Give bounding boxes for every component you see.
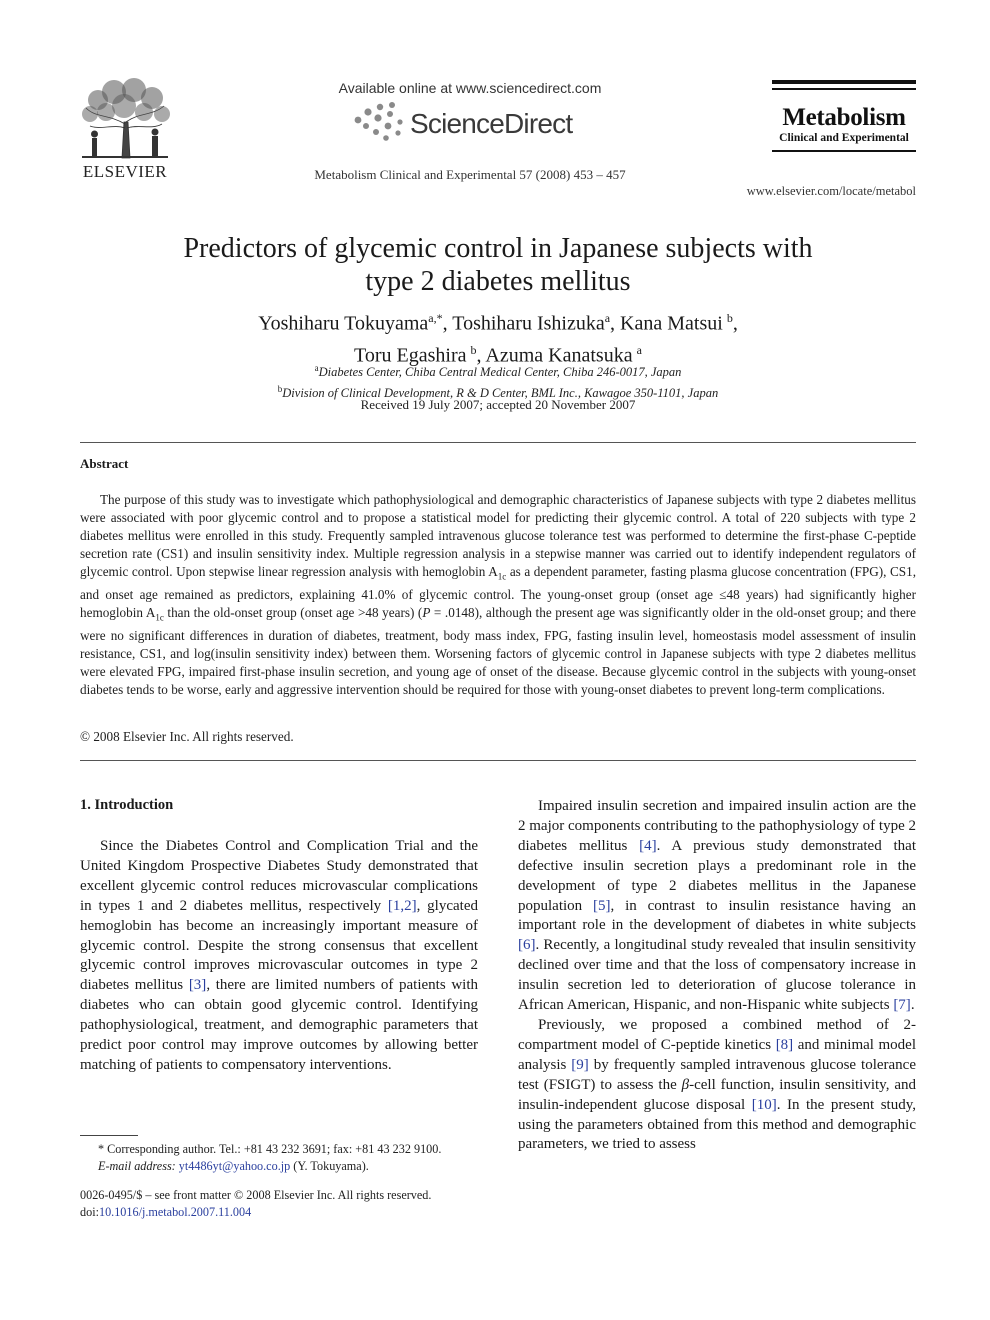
abstract-text-part: than the old-onset group (onset age >48 years) ( xyxy=(163,605,423,621)
journal-url-link[interactable]: www.elsevier.com/locate/metabol xyxy=(746,184,916,198)
abstract-text-part: The purpose of this study was to investigate which pathophysiological and demographic characteristics of Japanese subjects with type 2 diabetes mellitus were associated with poor glycemic control and to propose a statistical model for predicting their glycemic control. A total of 220 subjects with type 2 diabetes mellitus were enrolled in this study. Frequently sampled intravenous glucose tolerance test was performed to determine the first-phase C-peptide secretion rate (CS1) and insulin sensitivity index. Multiple regression analysis in a stepwise manner was carried out to identify independent regulators of glycemic control. Upon stepwise linear regression analysis with hemoglobin A xyxy=(80,492,916,580)
text-run: . Recently, a longitudinal study revealed that insulin sensitivity declined over time and that the loss of compensatory increase in insulin secretion led to deterioration of glucose tolerance in African American, Hispanic, and non-Hispanic white subjects xyxy=(518,937,916,1014)
text-run: -cell function, insulin sensitivity, and insulin-independent glucose disposal xyxy=(518,1076,917,1113)
journal-logo-rule xyxy=(772,150,916,152)
journal-logo-rule xyxy=(772,88,916,90)
beta-symbol: β xyxy=(681,1076,690,1093)
journal-logo-subtitle: Clinical and Experimental xyxy=(779,132,909,144)
reference-link[interactable]: [3] xyxy=(188,977,207,994)
author-name[interactable]: Kana Matsui xyxy=(620,312,723,335)
email-link[interactable]: yt4486yt@yahoo.co.jp xyxy=(178,1159,291,1173)
elsevier-tree-icon xyxy=(78,78,172,160)
author-name[interactable]: Yoshiharu Tokuyama xyxy=(258,312,429,335)
footnote-rule xyxy=(80,1135,138,1136)
text-run: and minimal model analysis xyxy=(518,1036,916,1073)
text-run: Previously, we proposed a combined method of 2-compartment model of C-peptide kinetics xyxy=(518,1016,916,1053)
author-separator: , xyxy=(442,312,453,335)
reference-link[interactable]: [4] xyxy=(639,837,657,854)
paragraph xyxy=(80,837,478,1076)
text-run: , there are limited numbers of patients with diabetes who can obtain good glycemic control. Identifying pathophysiological, treatment, and demographic parameters that predict poor control may improve outcomes by allowing better matching of patients to compensatory interventions. xyxy=(80,977,478,1073)
abstract-copyright: © 2008 Elsevier Inc. All rights reserved. xyxy=(80,729,294,744)
corresponding-author-note xyxy=(80,1141,478,1158)
email-label: E-mail address: xyxy=(98,1159,176,1173)
abstract-text-part: = .0148), although the present age was significantly older in the old-onset group; and there were no significant differences in duration of diabetes, treatment, body mass index, FPG, fasting insulin level, homeostasis model assessment of insulin resistance, CS1, and log(insulin sensitivity index) between them. Worsening factors of glycemic control in Japanese subjects with type 2 diabetes mellitus were elevated FPG, impaired first-phase insulin secretion, and young age of onset of the disease. Because glycemic control in the subjects with young-onset diabetes tends to be worse, early and aggressive intervention should be required for those with young-onset diabetes to prevent long-term complications. xyxy=(80,605,916,698)
author-name[interactable]: Toshiharu Ishizuka xyxy=(452,312,605,335)
left-column xyxy=(80,837,478,1076)
text-run: by frequently sampled intravenous glucose tolerance test (FSIGT) to assess the xyxy=(518,1056,916,1093)
affiliation-text: Division of Clinical Development, R & D Center, BML Inc., Kawagoe 350-1101, Japan xyxy=(282,386,719,401)
text-run: Since the Diabetes Control and Complication Trial and the United Kingdom Prospective Diabetes Study demonstrated that excellent glycemic control reduces microvascular complications in types 1 and 2 diabetes mellitus, respectively xyxy=(80,838,478,914)
author-name[interactable]: Azuma Kanatsuka xyxy=(485,344,633,367)
divider xyxy=(80,760,916,761)
footnote xyxy=(80,1141,478,1175)
author-affil-mark: b xyxy=(470,342,477,357)
article-title xyxy=(100,232,896,298)
subscript: 1c xyxy=(155,612,164,623)
affiliation-mark: b xyxy=(277,384,283,395)
journal-logo-rule xyxy=(772,80,916,84)
journal-citation: Metabolism Clinical and Experimental 57 (2008) 453 – 457 xyxy=(314,167,626,182)
available-online-text[interactable]: Available online at www.sciencedirect.com xyxy=(338,80,602,96)
email-note xyxy=(80,1158,478,1175)
text-run: . A previous study demonstrated that defective insulin secretion plays a predominant role in the development of type 2 diabetes mellitus in the Japanese population xyxy=(518,837,917,914)
author-affil-mark: b xyxy=(726,311,733,325)
text-run: , glycated hemoglobin has become an increasingly important measure of glycemic control. Despite the strong consensus that excellent glycemic control improves microvascular outcomes in type 2 diabetes mellitus xyxy=(80,897,478,994)
received-dates: Received 19 July 2007; accepted 20 November 2007 xyxy=(360,397,636,412)
sciencedirect-wordmark[interactable]: ScienceDirect xyxy=(410,108,573,139)
issn-line: 0026-0495/$ – see front matter © 2008 Elsevier Inc. All rights reserved. xyxy=(80,1188,432,1202)
p-value-symbol: P xyxy=(422,605,431,621)
abstract-text-part: as a dependent parameter, fasting plasma glucose concentration (FPG), CS1, and onset age remained as predictors, explaining 41.0% of glycemic control. The young-onset group (onset age ≤48 years) had significantly higher hemoglobin A xyxy=(80,564,916,621)
author-affil-mark: a xyxy=(636,342,642,357)
reference-link[interactable]: [10] xyxy=(751,1096,777,1113)
author-list xyxy=(100,305,896,368)
footnote-text: (Y. Tokuyama). xyxy=(290,1159,369,1173)
reference-link[interactable]: [1,2] xyxy=(387,897,417,914)
text-run: , in contrast to insulin resistance having an important role in the development of diabetes in white subjects xyxy=(518,897,916,934)
author-affil-mark: a,* xyxy=(428,311,443,325)
footnote-text: Corresponding author. Tel.: +81 43 232 3691; fax: +81 43 232 9100. xyxy=(104,1142,442,1156)
doi-link[interactable]: 10.1016/j.metabol.2007.11.004 xyxy=(98,1205,252,1219)
affiliation-mark: a xyxy=(314,363,319,373)
reference-link[interactable]: [6] xyxy=(518,937,536,954)
author-separator: , xyxy=(476,344,486,367)
right-column xyxy=(518,797,916,1155)
affiliation xyxy=(100,360,896,381)
abstract-heading: Abstract xyxy=(80,456,129,471)
section-heading: 1. Introduction xyxy=(80,797,174,813)
title-line: Predictors of glycemic control in Japanese subjects with xyxy=(183,233,813,264)
affiliations xyxy=(100,360,896,402)
front-matter xyxy=(80,1187,500,1221)
reference-link[interactable]: [9] xyxy=(571,1056,589,1073)
text-run: Impaired insulin secretion and impaired insulin action are the 2 major components contributing to the pathophysiology of type 2 diabetes mellitus xyxy=(518,798,916,854)
reference-link[interactable]: [7] xyxy=(893,997,911,1014)
divider xyxy=(80,442,916,443)
text-run: . In the present study, using the parameters obtained from this method and demographic parameters, we tried to assess xyxy=(518,1096,916,1153)
paragraph xyxy=(518,1016,916,1155)
elsevier-wordmark: ELSEVIER xyxy=(82,162,168,181)
elsevier-logo xyxy=(78,78,172,182)
affiliation-text: Diabetes Center, Chiba Central Medical Center, Chiba 246-0017, Japan xyxy=(318,365,682,380)
doi-line xyxy=(80,1204,500,1221)
author-separator: , xyxy=(732,312,738,335)
reference-link[interactable]: [8] xyxy=(775,1036,794,1053)
author-separator: , xyxy=(610,312,621,335)
footnote-mark: * xyxy=(98,1142,105,1156)
doi-label: doi: xyxy=(80,1205,99,1219)
reference-link[interactable]: [5] xyxy=(593,897,611,914)
journal-logo-title: Metabolism xyxy=(782,104,906,131)
subscript: 1c xyxy=(497,572,507,583)
text-run: . xyxy=(910,997,915,1014)
author-name[interactable]: Toru Egashira xyxy=(354,344,467,367)
abstract-body xyxy=(80,491,916,699)
title-line: type 2 diabetes mellitus xyxy=(365,266,631,297)
paragraph xyxy=(518,797,916,1016)
author-affil-mark: a xyxy=(604,311,611,325)
